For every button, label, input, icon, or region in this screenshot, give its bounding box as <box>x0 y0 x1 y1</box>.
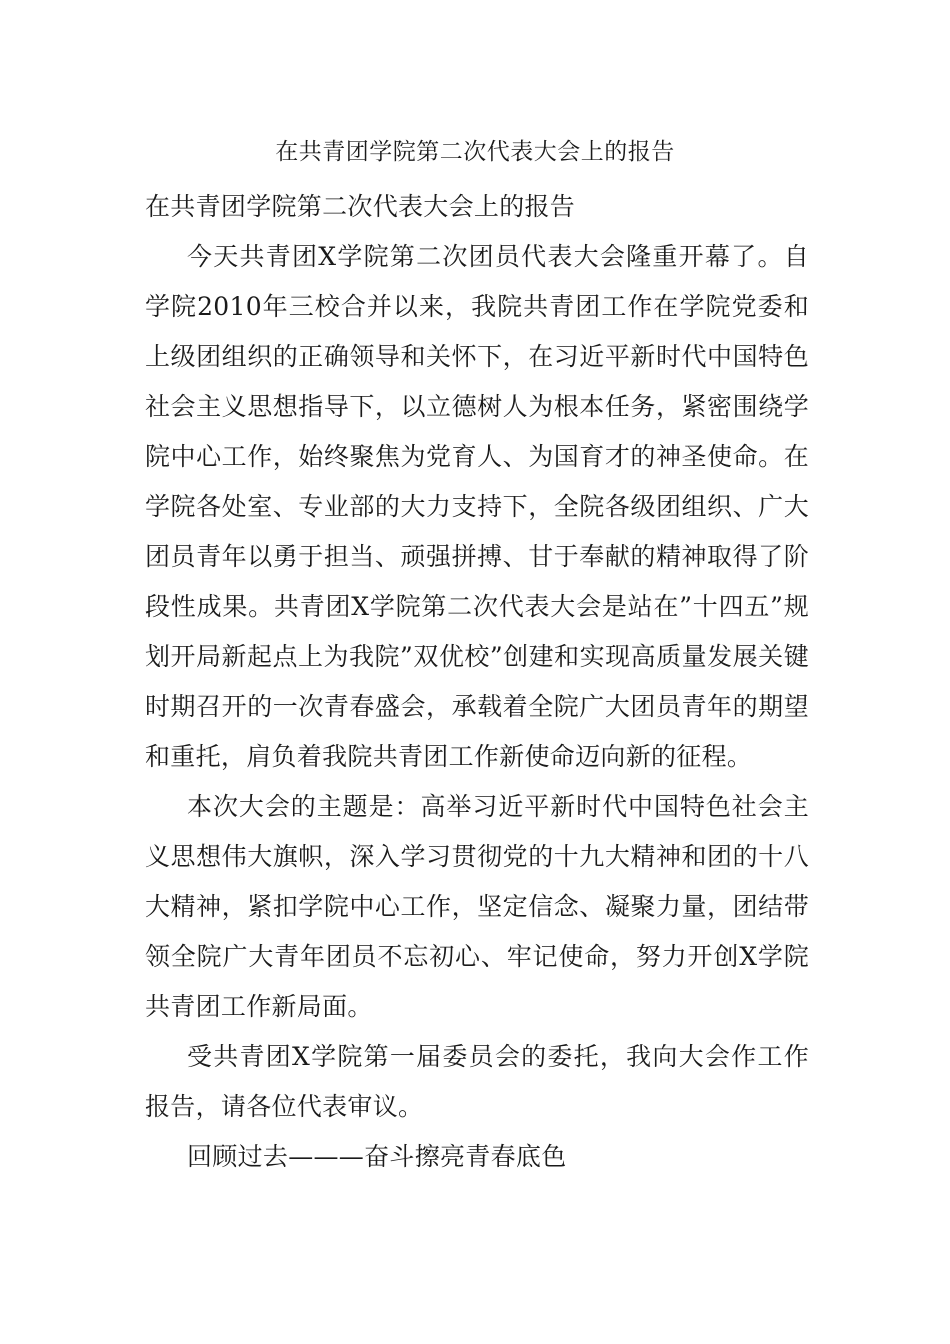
paragraph-commission: 受共青团X学院第一届委员会的委托，我向大会作工作报告，请各位代表审议。 <box>145 1042 809 1121</box>
document-body <box>145 182 809 1182</box>
section-heading-review: 回顾过去———奋斗擦亮青春底色 <box>187 1142 567 1171</box>
paragraph-theme: 本次大会的主题是：高举习近平新时代中国特色社会主义思想伟大旗帜，深入学习贯彻党的十九大精神和团的十八大精神，紧扣学院中心工作，坚定信念、凝聚力量，团结带领全院广大青年团员不忘初心、牢记使命，努力开创X学院共青团工作新局面。 <box>145 792 809 1021</box>
document-title: 在共青团学院第二次代表大会上的报告 <box>275 139 675 165</box>
paragraph-opening: 今天共青团X学院第二次团员代表大会隆重开幕了。自学院2010年三校合并以来，我院共青团工作在学院党委和上级团组织的正确领导和关怀下，在习近平新时代中国特色社会主义思想指导下，以立德树人为根本任务，紧密围绕学院中心工作，始终聚焦为党育人、为国育才的神圣使命。在学院各处室、专业部的大力支持下，全院各级团组织、广大团员青年以勇于担当、顽强拼搏、甘于奉献的精神取得了阶段性成果。共青团X学院第二次代表大会是站在”十四五”规划开局新起点上为我院”双优校”创建和实现高质量发展关键时期召开的一次青春盛会，承载着全院广大团员青年的期望和重托，肩负着我院共青团工作新使命迈向新的征程。 <box>145 242 809 771</box>
paragraph-subtitle: 在共青团学院第二次代表大会上的报告 <box>145 192 576 221</box>
